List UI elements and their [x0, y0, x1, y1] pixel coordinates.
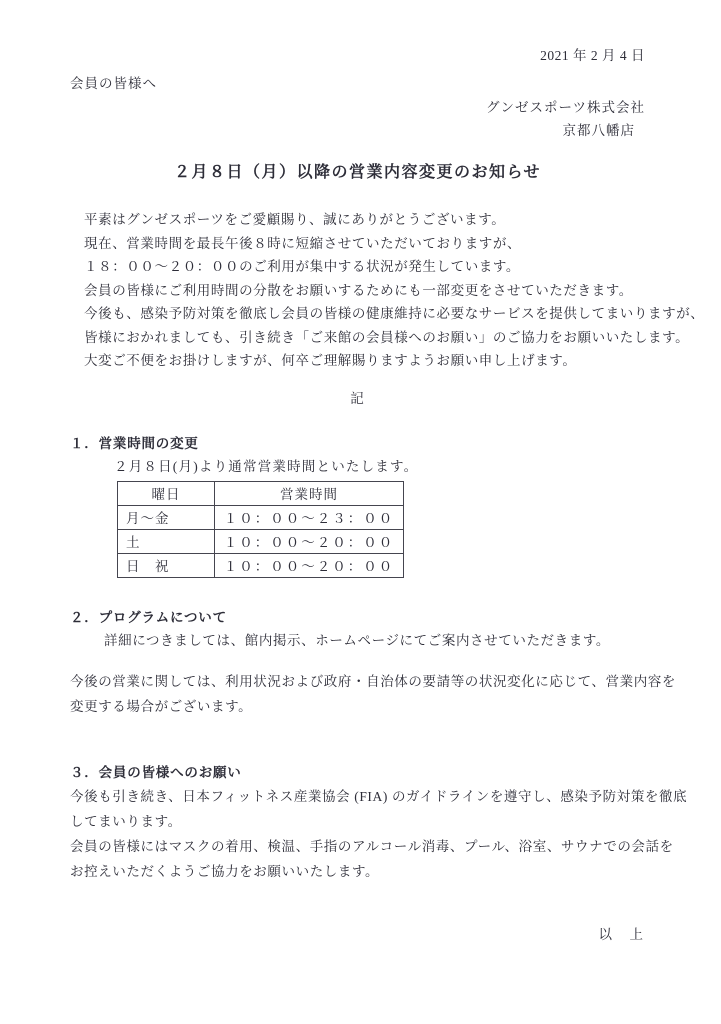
table-header-row: [118, 481, 404, 505]
section-business-hours: [70, 432, 645, 578]
day-cell: 土: [118, 529, 215, 553]
intro-line: 平素はグンゼスポーツをご愛顧賜り、誠にありがとうございます。: [84, 212, 506, 227]
section1-note: ２月８日(月)より通常営業時間といたします。: [114, 458, 419, 474]
business-hours-table: [117, 481, 404, 578]
hours-cell: １０：００～２３：００: [215, 505, 404, 529]
intro-paragraph: [70, 208, 705, 373]
table-row: [118, 505, 404, 529]
table-row: [118, 553, 404, 577]
table-row: [118, 529, 404, 553]
section2-heading: ２．プログラムについて: [70, 609, 227, 625]
request-line: お控えいただくようご協力をお願いいたします。: [70, 864, 380, 880]
intro-line: 皆様におかれましても、引き続き「ご来館の会員様へのお願い」のご協力をお願いいたします。: [84, 329, 690, 345]
sender-block: [70, 96, 645, 142]
document-title: ２月８日（月）以降の営業内容変更のお知らせ: [173, 164, 542, 181]
request-line: してまいります。: [70, 813, 182, 829]
section3-heading: ３．会員の皆様へのお願い: [70, 764, 242, 780]
column-header-day: 曜日: [118, 481, 215, 505]
recipient-line: 会員の皆様へ: [70, 76, 157, 91]
company-name: グンゼスポーツ株式会社: [486, 100, 645, 115]
hours-cell: １０：００～２０：００: [215, 553, 404, 577]
section-member-request: [70, 761, 688, 885]
branch-name: 京都八幡店: [562, 123, 635, 138]
section1-heading: １．営業時間の変更: [70, 435, 199, 451]
request-line: 今後も引き続き、日本フィットネス産業協会 (FIA) のガイドラインを遵守し、感染予防対策を徹底: [70, 788, 688, 804]
request-line: 会員の皆様にはマスクの着用、検温、手指のアルコール消毒、プール、浴室、サウナでの会話を: [70, 838, 674, 854]
ki-marker: 記: [350, 390, 365, 406]
closing-marker: 以 上: [598, 927, 645, 943]
column-header-hours: 営業時間: [215, 481, 404, 505]
section2-note: 詳細につきましては、館内掲示、ホームページにてご案内させていただきます。: [104, 632, 610, 648]
day-cell: 月～金: [118, 505, 215, 529]
section-programs: [70, 606, 645, 653]
intro-line: １８：００～２０：００のご利用が集中する状況が発生しています。: [84, 259, 521, 274]
intro-line: 現在、営業時間を最長午後８時に短縮させていただいておりますが、: [84, 235, 522, 251]
intro-line: 今後も、感染予防対策を徹底し会員の皆様の健康維持に必要なサービスを提供してまいりますが、: [84, 306, 705, 321]
document-date: 2021 年 2 月 4 日: [540, 48, 645, 63]
day-cell: 日 祝: [118, 553, 215, 577]
paragraph-line: 今後の営業に関しては、利用状況および政府・自治体の要請等の状況変化に応じて、営業内容を: [70, 673, 677, 689]
intro-line: 大変ご不便をお掛けしますが、何卒ご理解賜りますようお願い申し上げます。: [84, 353, 577, 368]
intro-line: 会員の皆様にご利用時間の分散をお願いするためにも一部変更をさせていただきます。: [84, 282, 633, 298]
operations-change-paragraph: [70, 669, 677, 719]
hours-cell: １０：００～２０：００: [215, 529, 404, 553]
paragraph-line: 変更する場合がございます。: [70, 698, 253, 714]
